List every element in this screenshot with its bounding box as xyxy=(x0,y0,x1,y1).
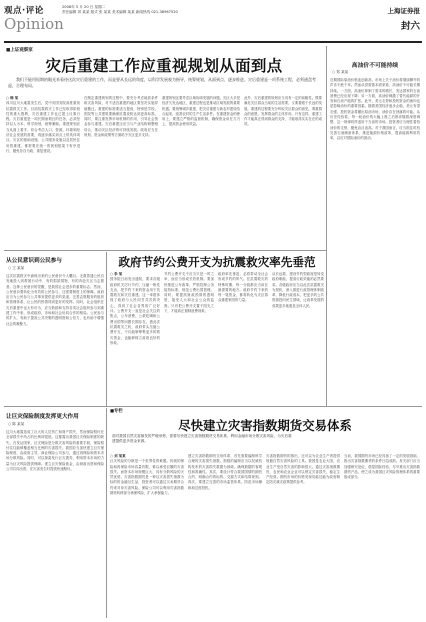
article5-tag: ■专栏 xyxy=(110,409,123,414)
article3-column-4 xyxy=(272,272,324,404)
article3-col4-text: 从长远看，建设节约型政府是转变政府职能、提高行政效能的必然要求。各级政府应当以此次抗震救灾为契机，深入推进行政管理体制改革，降低行政成本，把更多的公共资源投向民生领域，让改革发展的成果更多地惠及全体人民。 xyxy=(272,272,324,308)
article2-title: 从公民意识到公民参与 xyxy=(6,258,62,264)
article1-column-2 xyxy=(84,96,158,248)
article3-column-2 xyxy=(164,272,214,404)
sidebar-body xyxy=(330,78,420,404)
article4-author: ○ 陈 某某 xyxy=(8,422,25,426)
section-label-block xyxy=(4,4,64,33)
article5-col1-text: 巨灾风险的分散是一个世界性的难题。传统的保险和再保险市场容量有限，难以承受巨额的灾害损失。而资本市场规模巨大，具有分散风险的天然优势。灾害指数期货是一种以灾害损失指数为标的的金融衍生品，投资者可以通过买卖期货合约来对冲灾害风险。保险公司可以利用灾害指数期货转移部分承保风险，扩大承保能力。 xyxy=(110,459,184,496)
article1-col4-text: 此外，灾后重建的规划应当具有一定的前瞻性。既要满足灾区群众当前的生活需要，又要着眼于长远的发展。重建的过程要充分听取灾区群众的意见，尊重群众的意愿，发挥群众的主体作用。只有这样，重建工作才能真正得到群众的支持，才能取得实实在在的成效。 xyxy=(244,96,322,127)
article5-col2-text: 建立灾害指数期货交易体系，首先需要编制科学合理的灾害损失指数。指数的编制应当以权威机构发布的灾害损失数据为基础，确保数据的客观性和准确性。其次，要设计符合我国国情的期货合约，明确合约的标的、交割方式和结算规则。再次，要建立完善的市场监管体系，防范市场操纵和过度投机。 xyxy=(188,454,262,490)
article5-byline: ○ 刘 某某 xyxy=(110,454,126,458)
article3-headline: 政府节约公费开支为抗震救灾率先垂范 xyxy=(118,255,316,269)
section-divider-1 xyxy=(4,250,326,251)
article1-column-3 xyxy=(162,96,240,248)
article1-col3-text: 重建规划还要考虑区域协调发展的问题。灾区大多是经济欠发达地区，重建过程也是推动区域发展的重要机遇。要统筹城乡重建，把灾后重建与新农村建设结合起来，改善农村的生产生活条件。在重建资金的使用上，要建立严格的监督机制，确保资金用在刀刃上，提高资金使用效益。 xyxy=(162,96,240,127)
article5-column-4 xyxy=(344,454,420,618)
article4-body-text: 汶川大地震造成了巨大的人员伤亡和财产损失，然而保险赔付在全部损失中所占的比例却很低。这暴露出我国巨灾保险制度的缺失。在发达国家，巨灾保险是分散灾害风险的重要手段，保险赔付往往能够覆盖相当比例的灾害损失。我国应当加快建立巨灾保险制度，由政府主导，商业保险公司参与，通过再保险和资本市场分散风险。同时，可以探索发行巨灾债券，利用资本市场的力量为巨灾风险提供保障。建立巨灾保险基金，由财政出资和保险公司共同出资，在灾害发生时提供快速赔付。 xyxy=(6,430,104,472)
lead-summary: 我们不能用短期的眼光来看待这次灾后重建的工作，而是要从长远的角度，以科学发展观为指导，统筹规划，从面到点，逐步推进。灾后重建是一项系统工程，必须通盘考虑，合理布局。 xyxy=(8,77,316,88)
article5-lead: 面对我国自然灾害频发的严峻形势，需要尽快建立灾害指数期货交易体系，利用金融市场分散灾害风险，为灾后重建提供更多资金来源。 xyxy=(112,434,292,444)
masthead xyxy=(4,4,422,40)
article5-column-3 xyxy=(266,454,340,618)
article1-column-1 xyxy=(6,96,80,248)
newspaper-logo: 上海证券报 xyxy=(387,7,420,15)
editor-line: 责任编辑 刘 某某 版式 张 某某 美术编辑 某某 新闻热线 021-38967520 xyxy=(62,10,178,15)
article3-col1-text: 国务院日前发出通知，要求各级政府机关厉行节约，压缩一般性支出，把节约下来的资金用于抗震救灾和灾后重建。这一举措体现了政府与人民同甘共苦的决心，得到了社会各界的广泛好评。公费开支一直是社会关注的焦点，公车消费、公款吃喝和公费出国等问题长期存在。借此次抗震救灾之机，政府带头压缩公费开支，不仅能够筹集更多的救灾资金，也能够树立政府良好的形象。 xyxy=(110,277,160,345)
masthead-rule xyxy=(4,41,422,43)
article1-col1-text: 四川汶川大地震发生后，党中央国务院高度重视抗震救灾工作。目前抗震救灾工作已经取得阶段性的重大胜利，灾后重建工作也已提上议事日程。灾后重建是一项长期而艰巨的任务，必须坚持以人为本，科学规划，统筹兼顾。重建规划应当从面上着手，综合考虑人口、资源、环境和经济社会发展的需要，再逐步落实到点上的具体项目。灾区的基础设施、公共服务设施以及居民住房的重建，都需要在统一的规划框架下有序进行，避免各自为政、重复建设。 xyxy=(6,101,80,153)
section-divider-2 xyxy=(4,406,422,407)
article2-body-text: 这次抗震救灾中涌现出来的公民意识令人瞩目。无数普通公民自发地投入到救援行动中，有的捐款捐物，有的奔赴灾区当志愿者。这种公民意识的觉醒，是我国社会进步的重要标志。然而，公民意识要转化为有效的公民参与，还需要制度上的保障。政府应当为公民参与公共事务提供更多的渠道，完善志愿服务的组织和管理体系，让公民的热情得到更好的发挥。同时，社会组织在灾后重建中也大有可为，应当鼓励和支持各类社会组织参与到重建工作中来，形成政府、市场和社会协同合作的格局。公民参与的扩大，有助于提高公共决策的透明度和公信力，也有助于增强社会的凝聚力。 xyxy=(6,274,104,326)
article3-byline: ○ 李 某 xyxy=(110,272,123,276)
article4-title: 让巨灾保险制度发挥更大作用 xyxy=(6,414,79,420)
article5-col3-text: 灾害指数期货的推出，还可以为农业生产者提供规避自然灾害风险的工具。我国是农业大国，农业生产受自然灾害的影响很大。通过灾害指数期货，农民和农业企业可以锁定灾害损失，稳定生产经营。期货市场的价格发现功能还能为政府制定防灾减灾政策提供参考。 xyxy=(266,454,340,485)
article-tag: ■上证观察家 xyxy=(6,48,33,53)
sidebar-author: ○ 郑 某某 xyxy=(332,70,349,74)
sidebar-body-text: 近期国际原油价格连创新高，市场上关于油价将继续攀升的声音不绝于耳。然而从供需基本面来看，高油价不可能长期持续。一方面，高油价抑制了需求的增长，发达国家的石油消费已经出现下降；另一方面，高油价刺激了替代能源的开发和石油产能的扩张。此外，美元走势和投机资金的流向也是影响油价的重要因素。随着美国经济逐步企稳，美元有望走强，投机资金将撤出原油市场，油价存在回落的可能。从历史经验看，每一轮油价的大幅上涨之后都伴随着深度调整，这一规律同样适用于当前的市场。投资者应当理性看待油价的走势，避免盲目追高。对于我国而言，应当抓住时机完善石油储备体系，推进能源价格改革，提高能源利用效率，以应对国际油价的波动。 xyxy=(330,78,420,141)
masthead-right xyxy=(388,6,421,32)
article1-byline: ○ 韩 某 xyxy=(6,96,19,100)
issue-date-line: 2008年 5 月 20 日 星期二 xyxy=(62,5,106,9)
article4-divider xyxy=(106,408,107,618)
article2-author: ○ 王 某某 xyxy=(8,266,25,270)
article3-col3-text: 政府率先垂范，必将带动全社会形成节约的风气。在抗震救灾的特殊时期，每一分钱都应当用在最需要的地方。政府节约下来的每一笔资金，都将转化为灾区群众重建家园的力量。 xyxy=(218,272,268,303)
article5-col4-text: 当前，我国期货市场已经具备了一定的发展基础，推出灾害指数期货的条件日趋成熟。有关部门应当加强研究论证，借鉴国际经验，尽早推出灾害指数期货产品，使之成为我国巨灾风险管理体系的重要组成部分。 xyxy=(344,454,420,480)
section-english-name: Opinion xyxy=(4,15,64,33)
article1-col2-text: 在制定重建规划的过程中，要充分考虑地质条件和灾害风险，对不适宜重建的地区要坚决实施异地搬迁。重建的标准要适当提高，特别是学校、医院等公共建筑要确保抗震设防达到更高标准。同时，要注重发挥市场机制的作用，引导社会资金参与重建。灾后重建还应当与产业结构调整相结合，推动灾区经济的可持续发展。政府应当在规划、资金和政策等方面给予灾区更多支持。 xyxy=(84,96,158,138)
article1-column-4 xyxy=(244,96,322,248)
article5-headline: 尽快建立灾害指数期货交易体系 xyxy=(178,418,352,433)
sidebar-divider xyxy=(326,46,327,406)
article5-column-2 xyxy=(188,454,262,618)
article3-column-1 xyxy=(110,272,160,404)
article2-body xyxy=(6,274,104,404)
section-name: 观点·评论 xyxy=(4,6,44,16)
article4-body xyxy=(6,430,104,618)
page-number: 封六 xyxy=(400,21,420,32)
masthead-meta xyxy=(62,5,312,16)
article3-column-3 xyxy=(218,272,268,404)
article5-column-1 xyxy=(110,454,184,618)
lead-headline: 灾后重建工作应重视规划从面到点 xyxy=(45,56,283,75)
article3-col2-text: 节约公费开支不应当只是一时之举，而应当形成长效机制。要加快推进公车改革，严格控制公务接待标准，规范公费出国管理。同时，要提高财政预算的透明度，接受人大和社会公众的监督。只有把公费开支置于阳光之下，才能真正遏制浪费现象。 xyxy=(164,272,214,314)
article2-divider xyxy=(106,252,107,406)
sidebar-title: 高油价不可能持续 xyxy=(351,63,399,69)
